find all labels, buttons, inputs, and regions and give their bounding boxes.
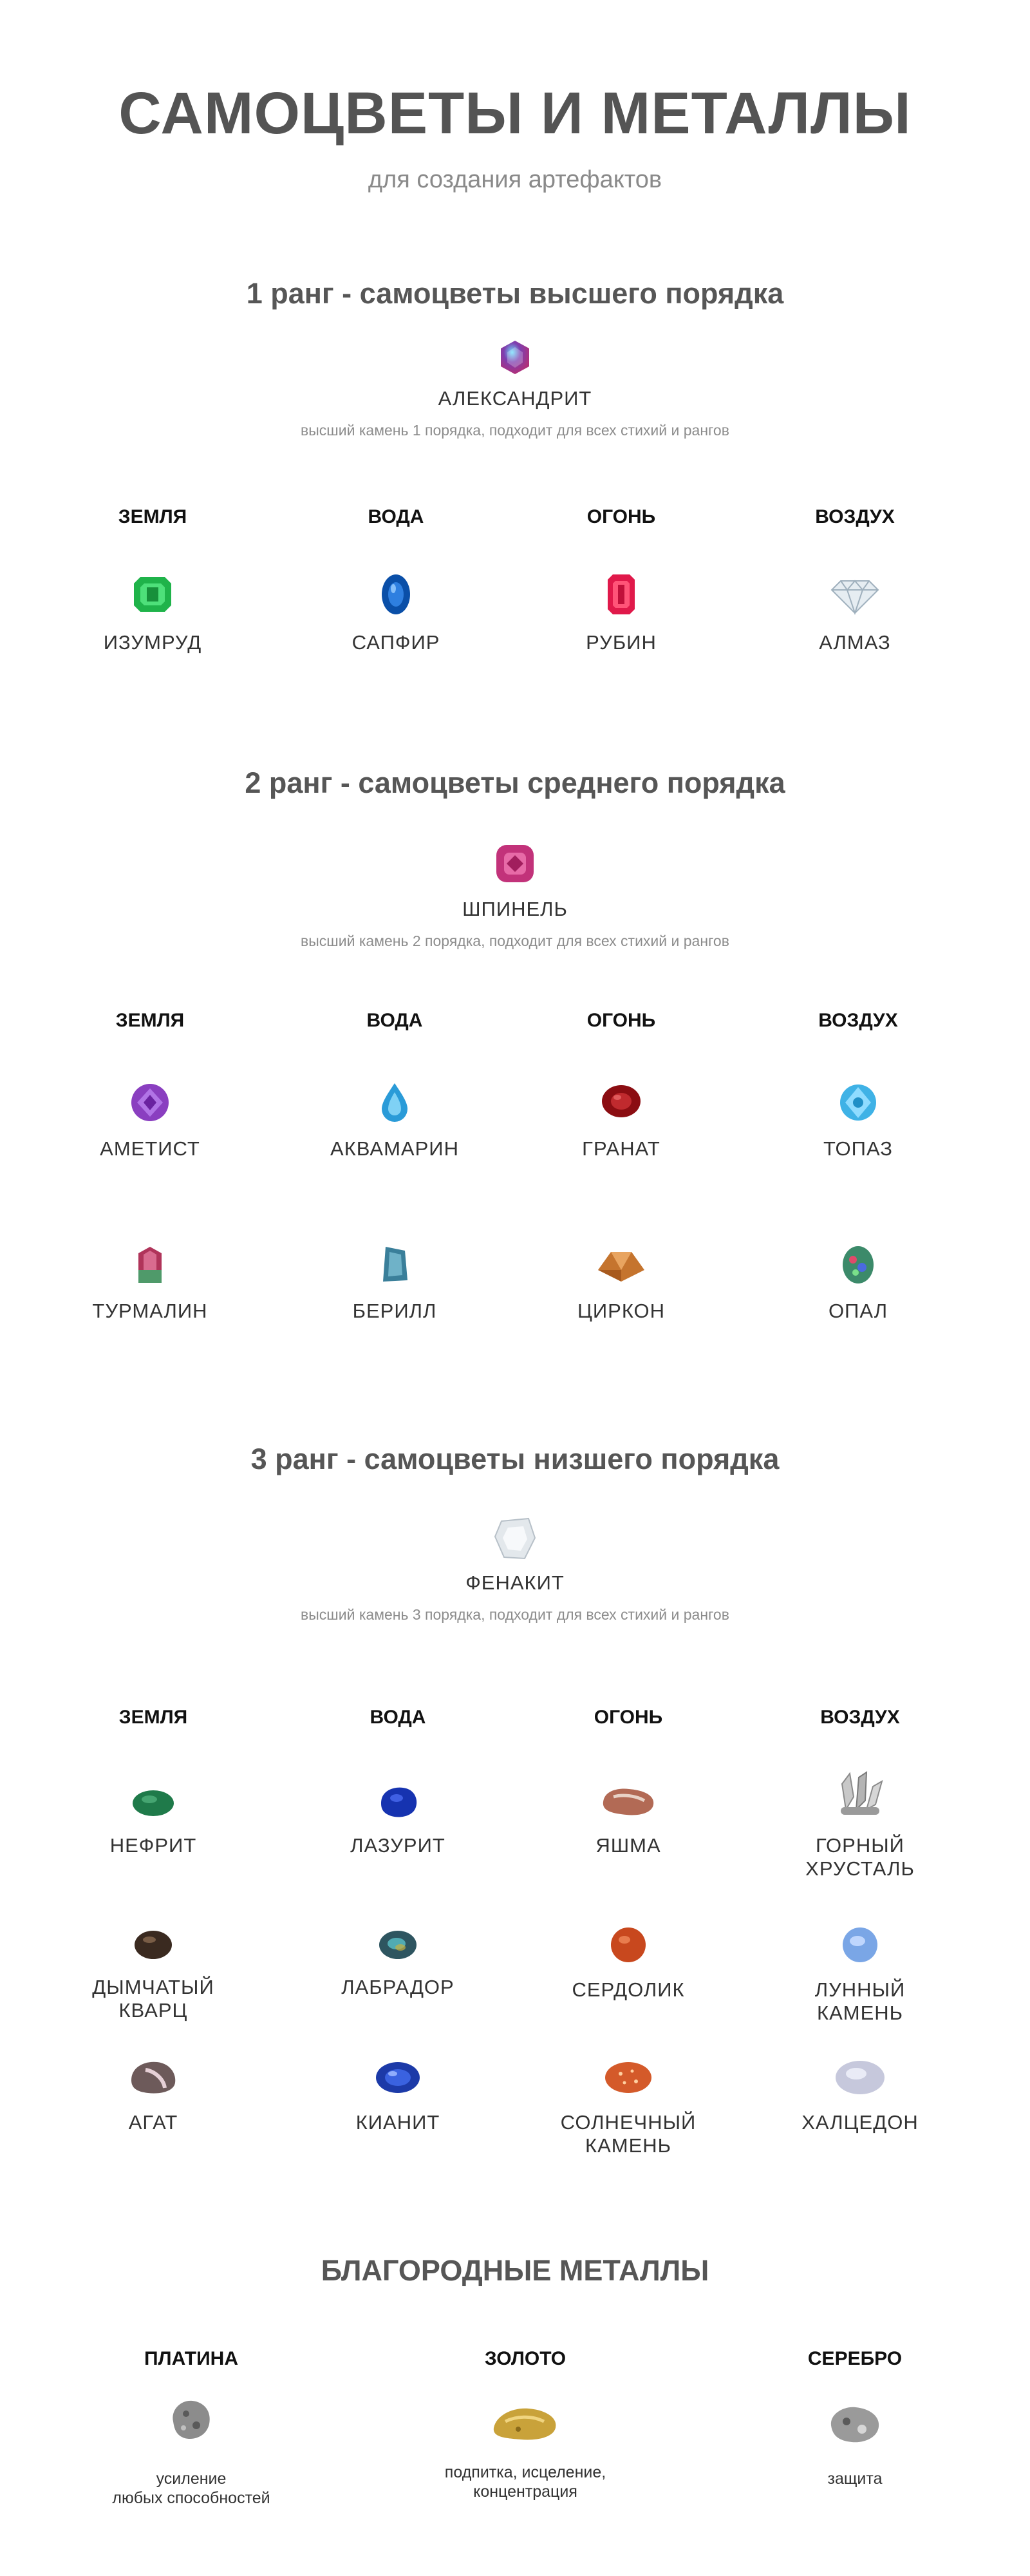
topaz-label: ТОПАЗ xyxy=(823,1137,893,1160)
kyanite-label: КИАНИТ xyxy=(355,2111,440,2134)
gem-opal xyxy=(762,1244,955,1323)
metal-gold-title: ЗОЛОТО xyxy=(484,2348,566,2369)
phenakite-gem-icon xyxy=(492,1515,538,1562)
amethyst-gem-icon xyxy=(129,1082,171,1123)
diamond-gem-icon xyxy=(829,572,881,617)
lapis-gem-icon xyxy=(375,1784,421,1820)
spinel-label: ШПИНЕЛЬ xyxy=(462,898,568,920)
emerald-label: ИЗУМРУД xyxy=(103,631,202,654)
agate-gem-icon xyxy=(127,2058,179,2097)
phenakite-label: ФЕНАКИТ xyxy=(465,1571,565,1594)
beryl-gem-icon xyxy=(374,1244,415,1285)
jasper-label: ЯШМА xyxy=(595,1834,661,1857)
gem-emerald xyxy=(56,572,249,654)
gem-chalcedony xyxy=(763,2058,957,2134)
sunstone-gem-icon xyxy=(603,2058,654,2097)
gem-labradorite xyxy=(301,1928,494,1999)
rank1-title: 1 ранг - самоцветы высшего порядка xyxy=(246,277,784,310)
smoky-quartz-label: ДЫМЧАТЫЙ КВАРЦ xyxy=(92,1976,214,2022)
rank3-col-fire: ОГОНЬ xyxy=(594,1707,663,1728)
gem-kyanite xyxy=(301,2058,494,2134)
amethyst-label: АМЕТИСТ xyxy=(100,1137,200,1160)
alexandrite-label: АЛЕКСАНДРИТ xyxy=(438,387,592,410)
rank3-col-air: ВОЗДУХ xyxy=(820,1707,900,1728)
rank1-col-air: ВОЗДУХ xyxy=(815,506,895,527)
gem-garnet xyxy=(525,1082,718,1160)
carnelian-label: СЕРДОЛИК xyxy=(572,1978,685,2001)
rank3-col-water: ВОДА xyxy=(370,1707,426,1728)
silver-desc: защита xyxy=(827,2470,883,2488)
ruby-gem-icon xyxy=(599,572,644,617)
gem-jasper xyxy=(532,1784,725,1857)
gem-zircon xyxy=(525,1244,718,1323)
metal-silver-title: СЕРЕБРО xyxy=(807,2348,903,2369)
zircon-gem-icon xyxy=(595,1244,647,1285)
opal-gem-icon xyxy=(838,1244,879,1285)
jasper-gem-icon xyxy=(599,1784,657,1820)
gem-moonstone xyxy=(763,1926,957,2025)
rock-crystal-gem-icon xyxy=(833,1771,887,1820)
topaz-gem-icon xyxy=(838,1082,879,1123)
rank2-col-fire: ОГОНЬ xyxy=(586,1010,656,1031)
opal-label: ОПАЛ xyxy=(828,1300,888,1322)
zircon-label: ЦИРКОН xyxy=(577,1300,666,1322)
rank1-col-earth: ЗЕМЛЯ xyxy=(118,506,187,527)
gem-topaz xyxy=(762,1082,955,1160)
gem-rock-crystal xyxy=(763,1771,957,1880)
aquamarine-label: АКВАМАРИН xyxy=(330,1137,459,1160)
gem-aquamarine xyxy=(298,1082,491,1160)
metal-gold xyxy=(429,2402,622,2501)
beryl-label: БЕРИЛЛ xyxy=(352,1300,437,1322)
rank2-top-stone xyxy=(0,842,1030,950)
gem-lapis xyxy=(301,1784,494,1857)
metal-platinum-title: ПЛАТИНА xyxy=(144,2348,238,2369)
rank2-title: 2 ранг - самоцветы среднего порядка xyxy=(245,766,785,799)
gem-beryl xyxy=(298,1244,491,1323)
rank1-col-water: ВОДА xyxy=(368,506,424,527)
garnet-label: ГРАНАТ xyxy=(582,1137,660,1160)
page-title: САМОЦВЕТЫ И МЕТАЛЛЫ xyxy=(118,80,912,146)
rank2-col-earth: ЗЕМЛЯ xyxy=(115,1010,185,1031)
diamond-label: АЛМАЗ xyxy=(819,631,891,654)
rank2-col-air: ВОЗДУХ xyxy=(818,1010,898,1031)
rank1-col-fire: ОГОНЬ xyxy=(586,506,656,527)
alexandrite-gem-icon xyxy=(496,338,534,377)
gold-desc: подпитка, исцеление, концентрация xyxy=(444,2463,606,2501)
gem-amethyst xyxy=(53,1082,247,1160)
sunstone-label: СОЛНЕЧНЫЙ КАМЕНЬ xyxy=(560,2111,697,2157)
spinel-gem-icon xyxy=(492,842,538,885)
page-subtitle: для создания артефактов xyxy=(368,166,662,193)
carnelian-gem-icon xyxy=(608,1926,649,1964)
metal-silver xyxy=(758,2402,951,2488)
gem-carnelian xyxy=(532,1926,725,2002)
labradorite-label: ЛАБРАДОР xyxy=(341,1976,454,1998)
rank2-col-water: ВОДА xyxy=(366,1010,423,1031)
metal-platinum xyxy=(95,2396,288,2508)
chalcedony-label: ХАЛЦЕДОН xyxy=(801,2111,919,2134)
rank3-col-earth: ЗЕМЛЯ xyxy=(118,1707,188,1728)
ruby-label: РУБИН xyxy=(586,631,657,654)
tourmaline-gem-icon xyxy=(129,1244,171,1285)
rank1-top-stone xyxy=(0,338,1030,439)
alexandrite-desc: высший камень 1 порядка, подходит для всех стихий и рангов xyxy=(301,422,729,439)
kyanite-gem-icon xyxy=(372,2058,424,2097)
gem-diamond xyxy=(758,572,951,654)
gem-ruby xyxy=(525,572,718,654)
smoky-quartz-gem-icon xyxy=(133,1928,174,1962)
agate-label: АГАТ xyxy=(128,2111,178,2134)
labradorite-gem-icon xyxy=(377,1928,418,1962)
sapphire-label: САПФИР xyxy=(351,631,440,654)
tourmaline-label: ТУРМАЛИН xyxy=(92,1300,208,1322)
silver-nugget-icon xyxy=(826,2402,884,2447)
rock-crystal-label: ГОРНЫЙ ХРУСТАЛЬ xyxy=(805,1834,915,1880)
nephrite-label: НЕФРИТ xyxy=(109,1834,197,1857)
gem-sapphire xyxy=(299,572,492,654)
gem-sunstone xyxy=(532,2058,725,2157)
gold-nugget-icon xyxy=(490,2402,561,2445)
moonstone-gem-icon xyxy=(839,1926,881,1964)
gem-tourmaline xyxy=(53,1244,247,1323)
garnet-gem-icon xyxy=(601,1082,642,1123)
nephrite-gem-icon xyxy=(130,1784,176,1820)
gem-smoky-quartz xyxy=(57,1928,250,2022)
spinel-desc: высший камень 2 порядка, подходит для всех стихий и рангов xyxy=(301,933,729,949)
lapis-label: ЛАЗУРИТ xyxy=(350,1834,445,1857)
chalcedony-gem-icon xyxy=(833,2058,887,2097)
rank3-title: 3 ранг - самоцветы низшего порядка xyxy=(250,1443,780,1475)
aquamarine-gem-icon xyxy=(374,1082,415,1123)
platinum-desc: усиление любых способностей xyxy=(112,2470,270,2507)
moonstone-label: ЛУННЫЙ КАМЕНЬ xyxy=(814,1978,906,2024)
phenakite-desc: высший камень 3 порядка, подходит для всех стихий и рангов xyxy=(301,1606,729,1623)
metals-title: БЛАГОРОДНЫЕ МЕТАЛЛЫ xyxy=(321,2254,709,2287)
gem-agate xyxy=(57,2058,250,2134)
rank3-top-stone xyxy=(0,1515,1030,1624)
platinum-nugget-icon xyxy=(167,2396,216,2445)
emerald-gem-icon xyxy=(130,572,175,617)
sapphire-gem-icon xyxy=(373,572,418,617)
gem-nephrite xyxy=(57,1784,250,1857)
